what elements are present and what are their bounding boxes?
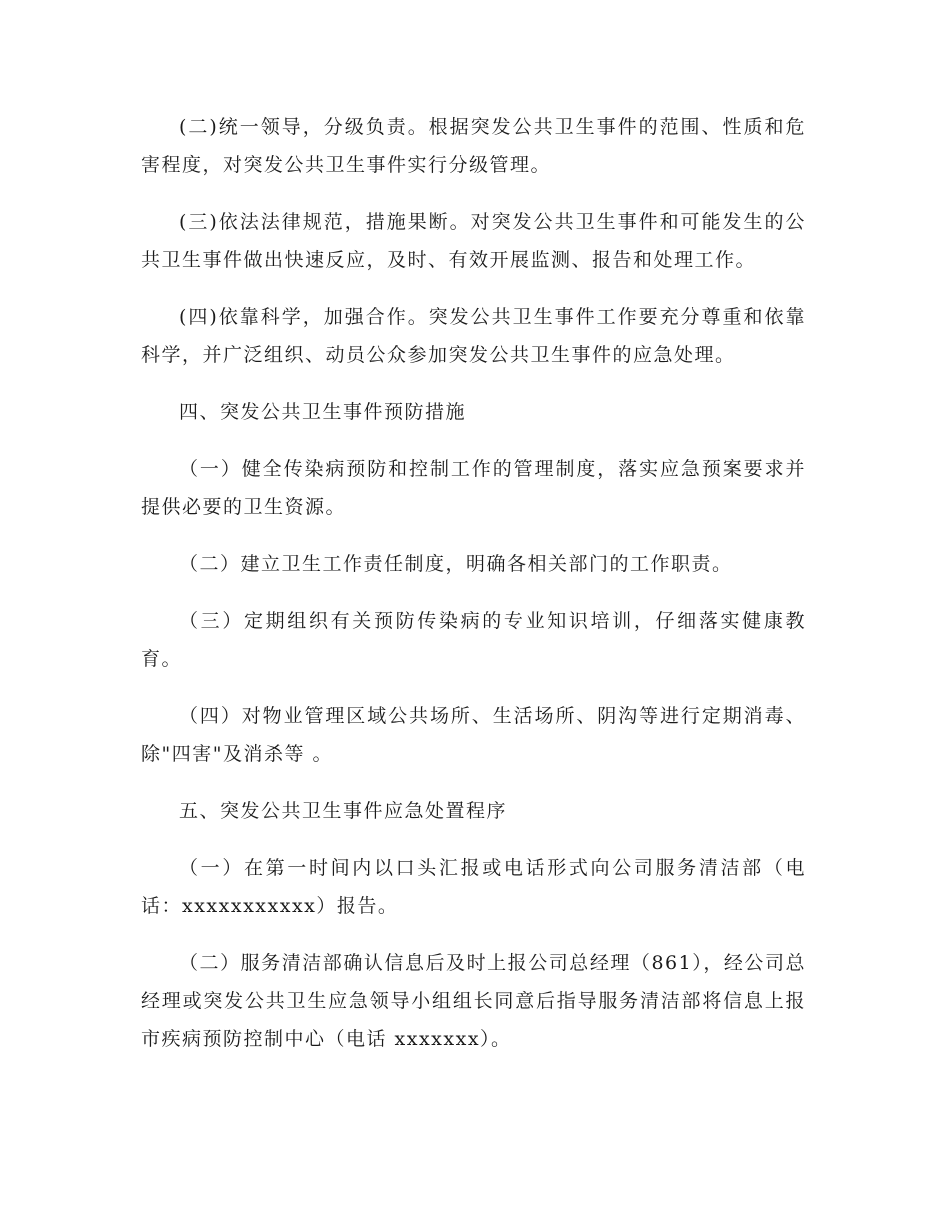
paragraph-rely-on-science: (四)依靠科学，加强合作。突发公共卫生事件工作要充分尊重和依靠科学，并广泛组织、动员公众参加突发公共卫生事件的应急处理。 bbox=[141, 306, 806, 366]
document-body bbox=[141, 108, 806, 1077]
paragraph-legal-norms: (三)依法法律规范，措施果断。对突发公共卫生事件和可能发生的公共卫生事件做出快速反应，及时、有效开展监测、报告和处理工作。 bbox=[141, 211, 806, 271]
section-heading-emergency-procedure: 五、突发公共卫生事件应急处置程序 bbox=[179, 800, 508, 822]
paragraph-prevention-3: （三）定期组织有关预防传染病的专业知识培训，仔细落实健康教育。 bbox=[141, 610, 806, 670]
paragraph-procedure-1: （一）在第一时间内以口头汇报或电话形式向公司服务清洁部（电话：xxxxxxxxxxx）报告。 bbox=[141, 857, 806, 917]
paragraph-procedure-2: （二）服务清洁部确认信息后及时上报公司总经理（861），经公司总经理或突发公共卫生应急领导小组组长同意后指导服务清洁部将信息上报市疾病预防控制中心（电话 xxxxxxx）。 bbox=[141, 952, 806, 1050]
paragraph-prevention-1: （一）健全传染病预防和控制工作的管理制度，落实应急预案要求并提供必要的卫生资源。 bbox=[141, 458, 806, 518]
paragraph-prevention-4: （四）对物业管理区域公共场所、生活场所、阴沟等进行定期消毒、除"四害"及消杀等 。 bbox=[141, 705, 806, 765]
section-heading-prevention: 四、突发公共卫生事件预防措施 bbox=[179, 401, 467, 423]
paragraph-prevention-2: （二）建立卫生工作责任制度，明确各相关部门的工作职责。 bbox=[179, 553, 733, 575]
paragraph-unified-leadership: (二)统一领导，分级负责。根据突发公共卫生事件的范围、性质和危害程度，对突发公共卫生事件实行分级管理。 bbox=[141, 116, 806, 176]
